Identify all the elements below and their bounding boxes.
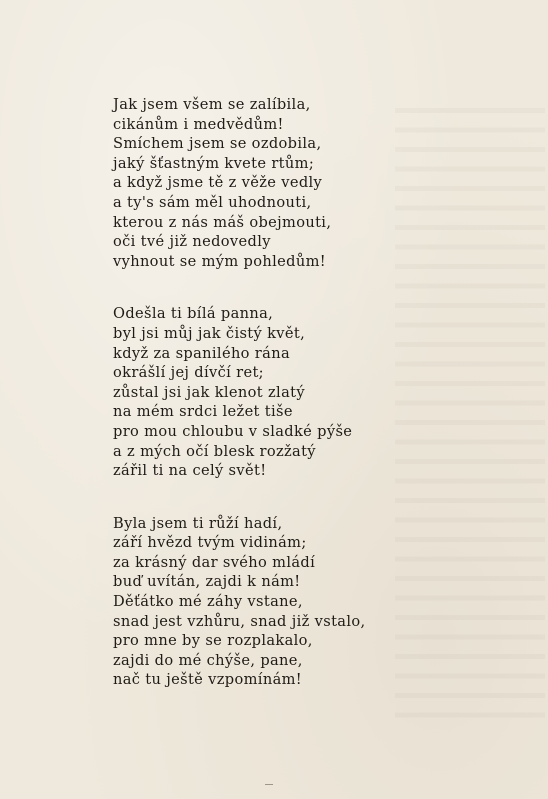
poem-line: když za spanilého rána <box>113 344 290 362</box>
poem-line: září hvězd tvým vidinám; <box>113 534 307 552</box>
stanza-3 <box>113 514 403 690</box>
poem-line: pro mou chloubu v sladké pýše <box>113 422 353 440</box>
poem-line: jaký šťastným kvete rtům; <box>113 154 315 172</box>
poem-line: okrášlí jej dívčí ret; <box>113 364 264 382</box>
poem-line: a ty's sám měl uhodnouti, <box>113 193 312 211</box>
poem-line: za krásný dar svého mládí <box>113 553 316 571</box>
stanza-1 <box>113 95 403 271</box>
poem-line: Odešla ti bílá panna, <box>113 305 274 323</box>
page-mark <box>265 784 273 785</box>
poem-line: Byla jsem ti růží hadí, <box>113 514 283 532</box>
poem-line: cikánům i medvědům! <box>113 115 284 133</box>
poem-line: byl jsi můj jak čistý květ, <box>113 324 306 342</box>
poem-line: Smíchem jsem se ozdobila, <box>113 135 322 153</box>
poem-line: a z mých očí blesk rozžatý <box>113 442 316 460</box>
poem-line: kterou z nás máš obejmouti, <box>113 213 332 231</box>
poem-line: zůstal jsi jak klenot zlatý <box>113 383 305 401</box>
poem-line: zajdi do mé chýše, pane, <box>113 651 303 669</box>
poem-line: zářil ti na celý svět! <box>113 462 267 480</box>
stanza-2 <box>113 304 403 480</box>
poem <box>113 95 403 723</box>
poem-line: Jak jsem všem se zalíbila, <box>113 96 311 113</box>
poem-line: oči tvé již nedovedly <box>113 233 271 251</box>
bleed-through-shadow <box>395 100 545 720</box>
poem-line: na mém srdci ležet tiše <box>113 403 293 421</box>
poem-line: Děťátko mé záhy vstane, <box>113 593 303 611</box>
poem-line: nač tu ještě vzpomínám! <box>113 671 303 689</box>
poem-line: a když jsme tě z věže vedly <box>113 174 323 192</box>
poem-line: snad jest vzhůru, snad již vstalo, <box>113 612 366 630</box>
poem-line: buď uvítán, zajdi k nám! <box>113 573 301 591</box>
poem-line: vyhnout se mým pohledům! <box>113 252 326 270</box>
poem-line: pro mne by se rozplakalo, <box>113 632 313 650</box>
